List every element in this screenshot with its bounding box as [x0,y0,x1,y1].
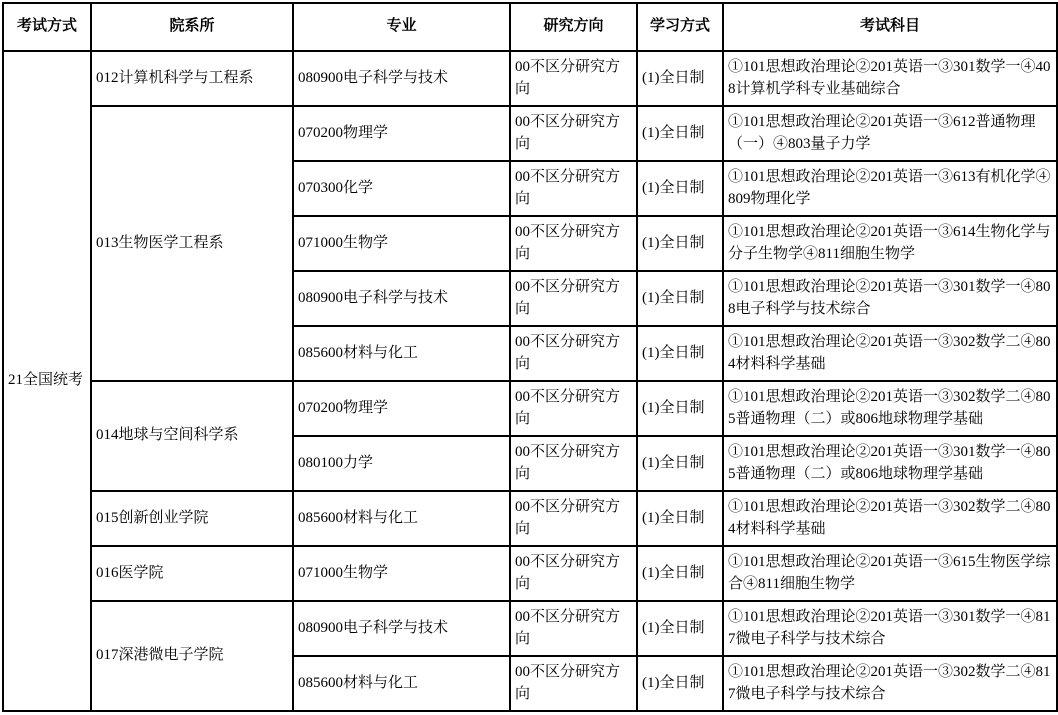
exam-subjects-cell: ①101思想政治理论②201英语一③301数学一④817微电子科学与技术综合 [723,601,1057,656]
exam-subjects-cell: ①101思想政治理论②201英语一③612普通物理（一）④803量子力学 [723,106,1057,161]
research-direction-cell: 00不区分研究方向 [510,656,637,711]
research-direction-cell: 00不区分研究方向 [510,106,637,161]
exam-subjects-cell: ①101思想政治理论②201英语一③301数学一④805普通物理（二）或806地球物理学基础 [723,436,1057,491]
major-cell: 080900电子科学与技术 [293,271,510,326]
table-row [3,546,1057,601]
study-mode-cell: (1)全日制 [637,546,723,601]
table-row [3,491,1057,546]
major-cell: 070200物理学 [293,381,510,436]
table-header [3,3,1057,51]
study-mode-cell: (1)全日制 [637,51,723,106]
study-mode-cell: (1)全日制 [637,161,723,216]
major-cell: 080900电子科学与技术 [293,51,510,106]
major-cell: 080900电子科学与技术 [293,601,510,656]
exam-subjects-cell: ①101思想政治理论②201英语一③302数学二④804材料科学基础 [723,491,1057,546]
department-cell: 014地球与空间科学系 [91,381,293,491]
table-row [3,106,1057,161]
study-mode-cell: (1)全日制 [637,601,723,656]
research-direction-cell: 00不区分研究方向 [510,491,637,546]
major-cell: 085600材料与化工 [293,656,510,711]
header-department: 院系所 [91,3,293,51]
exam-subjects-cell: ①101思想政治理论②201英语一③302数学二④804材料科学基础 [723,326,1057,381]
research-direction-cell: 00不区分研究方向 [510,216,637,271]
research-direction-cell: 00不区分研究方向 [510,436,637,491]
header-exam-method: 考试方式 [3,3,91,51]
research-direction-cell: 00不区分研究方向 [510,51,637,106]
table-row [3,601,1057,656]
major-cell: 071000生物学 [293,546,510,601]
header-major: 专业 [293,3,510,51]
research-direction-cell: 00不区分研究方向 [510,271,637,326]
table-row [3,51,1057,106]
header-row [3,3,1057,51]
research-direction-cell: 00不区分研究方向 [510,546,637,601]
research-direction-cell: 00不区分研究方向 [510,326,637,381]
exam-subjects-cell: ①101思想政治理论②201英语一③615生物医学综合④811细胞生物学 [723,546,1057,601]
exam-subjects-cell: ①101思想政治理论②201英语一③301数学一④408计算机学科专业基础综合 [723,51,1057,106]
study-mode-cell: (1)全日制 [637,381,723,436]
study-mode-cell: (1)全日制 [637,106,723,161]
study-mode-cell: (1)全日制 [637,216,723,271]
department-cell: 015创新创业学院 [91,491,293,546]
major-cell: 080100力学 [293,436,510,491]
exam-subjects-cell: ①101思想政治理论②201英语一③302数学二④817微电子科学与技术综合 [723,656,1057,711]
research-direction-cell: 00不区分研究方向 [510,161,637,216]
study-mode-cell: (1)全日制 [637,326,723,381]
study-mode-cell: (1)全日制 [637,656,723,711]
table-body [3,51,1057,711]
department-cell: 013生物医学工程系 [91,106,293,381]
major-cell: 085600材料与化工 [293,326,510,381]
exam-subjects-cell: ①101思想政治理论②201英语一③613有机化学④809物理化学 [723,161,1057,216]
admissions-table [2,2,1058,712]
study-mode-cell: (1)全日制 [637,436,723,491]
major-cell: 070300化学 [293,161,510,216]
department-cell: 017深港微电子学院 [91,601,293,711]
header-research-direction: 研究方向 [510,3,637,51]
exam-subjects-cell: ①101思想政治理论②201英语一③301数学一④808电子科学与技术综合 [723,271,1057,326]
major-cell: 085600材料与化工 [293,491,510,546]
table-row [3,381,1057,436]
header-exam-subjects: 考试科目 [723,3,1057,51]
header-study-mode: 学习方式 [637,3,723,51]
study-mode-cell: (1)全日制 [637,271,723,326]
department-cell: 016医学院 [91,546,293,601]
major-cell: 071000生物学 [293,216,510,271]
research-direction-cell: 00不区分研究方向 [510,601,637,656]
exam-method-cell: 21全国统考 [3,51,91,711]
major-cell: 070200物理学 [293,106,510,161]
study-mode-cell: (1)全日制 [637,491,723,546]
exam-subjects-cell: ①101思想政治理论②201英语一③302数学二④805普通物理（二）或806地球物理学基础 [723,381,1057,436]
research-direction-cell: 00不区分研究方向 [510,381,637,436]
department-cell: 012计算机科学与工程系 [91,51,293,106]
exam-subjects-cell: ①101思想政治理论②201英语一③614生物化学与分子生物学④811细胞生物学 [723,216,1057,271]
